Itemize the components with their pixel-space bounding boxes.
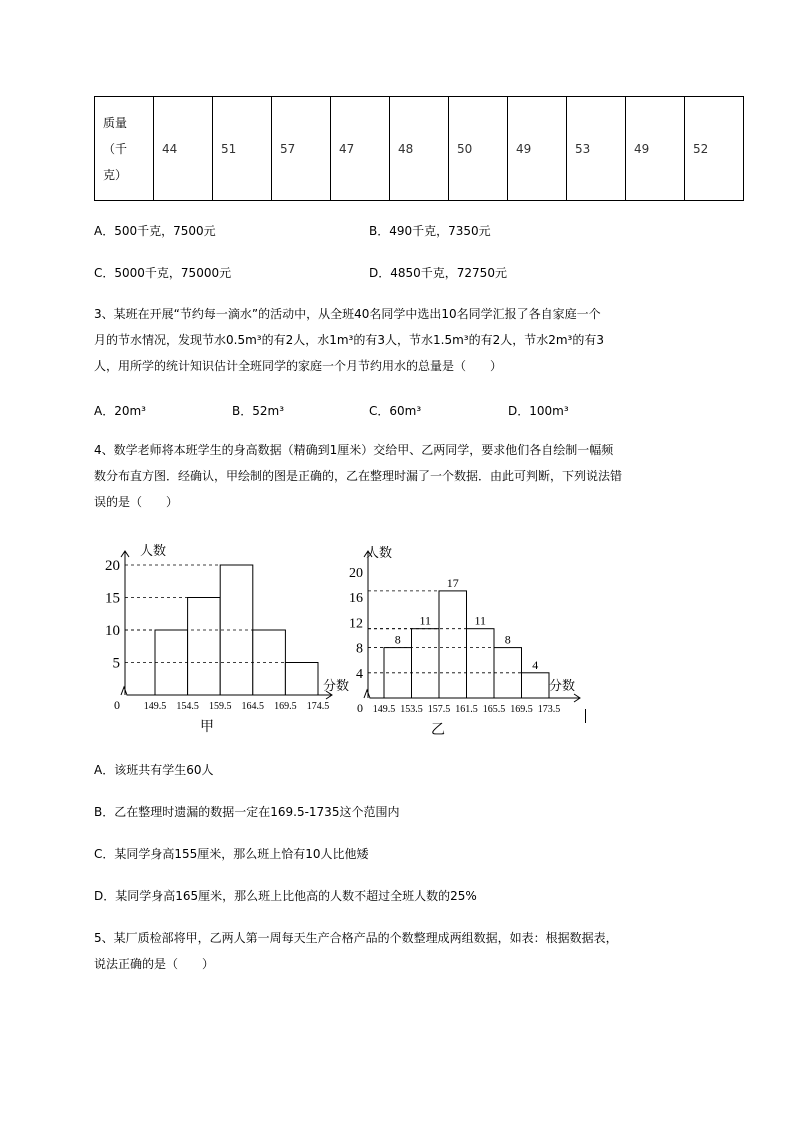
y-tick-label: 5 [112,655,120,672]
x-axis-label: 分数 [549,678,576,693]
bar-value-label: 8 [394,632,401,647]
x-tick-label: 161.5 [455,704,478,715]
x-tick-label: 153.5 [400,704,423,715]
y-tick-label: 15 [105,590,120,607]
table-row [95,97,744,201]
bar-value-label: 11 [419,613,432,628]
chart-title: 甲 [200,720,214,735]
origin-label: 0 [357,701,363,715]
x-tick-label: 165.5 [482,704,506,715]
q2-option-c: C．5000千克，75000元 [94,266,232,280]
x-tick-label: 174.5 [306,701,330,712]
x-tick-label: 149.5 [143,701,167,712]
table-cell: 47 [331,97,390,201]
q4-option-b: B．乙在整理时遗漏的数据一定在169.5-1735这个范围内 [94,805,400,819]
x-axis-label: 分数 [323,678,350,693]
bar-value-label: 11 [474,613,487,628]
q3-text-line: 3、某班在开展“节约每一滴水”的活动中，从全班40名同学中选出10名同学汇报了各自家庭一个 [94,307,601,321]
histogram-bar [285,663,318,696]
q3-option-b: B．52m³ [232,404,285,418]
stray-mark [585,709,586,723]
table-header-cell [95,97,154,201]
q4-option-a: A．该班共有学生60人 [94,763,214,777]
y-tick-label: 8 [356,641,363,657]
chart-title: 乙 [431,723,445,735]
y-tick-label: 20 [105,558,120,574]
histogram-bar [439,591,467,698]
table-cell: 44 [154,97,213,201]
table-cell: 48 [390,97,449,201]
bar-value-label: 17 [446,575,459,590]
histogram-bar [155,630,188,695]
table-cell: 52 [685,97,744,201]
q2-option-d: D．4850千克，72750元 [369,266,507,280]
table-cell: 51 [213,97,272,201]
histogram-bar [412,629,440,698]
q4-text-line: 误的是（ ） [94,495,179,509]
q4-option-d: D．某同学身高165厘米，那么班上比他高的人数不超过全班人数的25% [94,889,477,903]
q3-option-c: C．60m³ [369,404,422,418]
y-axis-label: 人数 [366,545,393,560]
bar-value-label: 8 [504,632,511,647]
q3-text-line: 月的节水情况，发现节水0.5m³的有2人，水1m³的有3人，节水1.5m³的有2人，节水2m³的有3 [94,333,604,347]
histogram-bar [522,673,550,698]
q5-text-line: 说法正确的是（ ） [94,957,215,971]
y-tick-label: 12 [349,616,363,632]
y-tick-label: 16 [349,591,363,607]
y-tick-label: 4 [356,666,363,682]
q2-option-a: A．500千克，7500元 [94,224,216,238]
x-tick-label: 164.5 [241,701,265,712]
y-tick-label: 20 [349,566,363,581]
q2-option-b: B．490千克，7350元 [369,224,491,238]
x-tick-label: 169.5 [274,701,297,712]
weight-table [94,96,744,201]
table-cell: 57 [272,97,331,201]
x-tick-label: 173.5 [537,704,561,715]
table-cell: 49 [626,97,685,201]
q4-text-line: 4、数学老师将本班学生的身高数据（精确到1厘米）交给甲、乙两同学，要求他们各自绘制一幅频 [94,443,614,457]
table-cell: 49 [508,97,567,201]
y-axis-label: 人数 [140,543,167,558]
histogram-bar [467,629,495,698]
header-line: （千 [103,141,128,156]
q3-option-d: D．100m³ [508,404,569,418]
header-line: 质量 [103,115,128,130]
x-tick-label: 169.5 [510,704,533,715]
y-tick-label: 10 [105,623,120,639]
x-tick-label: 159.5 [208,701,232,712]
header-line: 克） [103,167,128,182]
x-tick-label: 149.5 [372,704,396,715]
q4-text-line: 数分布直方图．经确认，甲绘制的图是正确的，乙在整理时漏了一个数据．由此可判断，下列说法错 [94,469,623,483]
q3-text-line: 人，用所学的统计知识估计全班同学的家庭一个月节约用水的总量是（ ） [94,359,503,373]
bar-value-label: 4 [532,657,539,672]
origin-label: 0 [114,698,120,712]
q4-option-c: C．某同学身高155厘米，那么班上恰有10人比他矮 [94,847,369,861]
table-cell: 50 [449,97,508,201]
histograms [0,535,794,735]
q3-option-a: A．20m³ [94,404,146,418]
x-tick-label: 154.5 [176,701,199,712]
histogram-bar [188,598,221,696]
x-tick-label: 157.5 [427,704,451,715]
q5-text-line: 5、某厂质检部将甲，乙两人第一周每天生产合格产品的个数整理成两组数据，如表：根据数据表， [94,931,618,945]
table-cell: 53 [567,97,626,201]
